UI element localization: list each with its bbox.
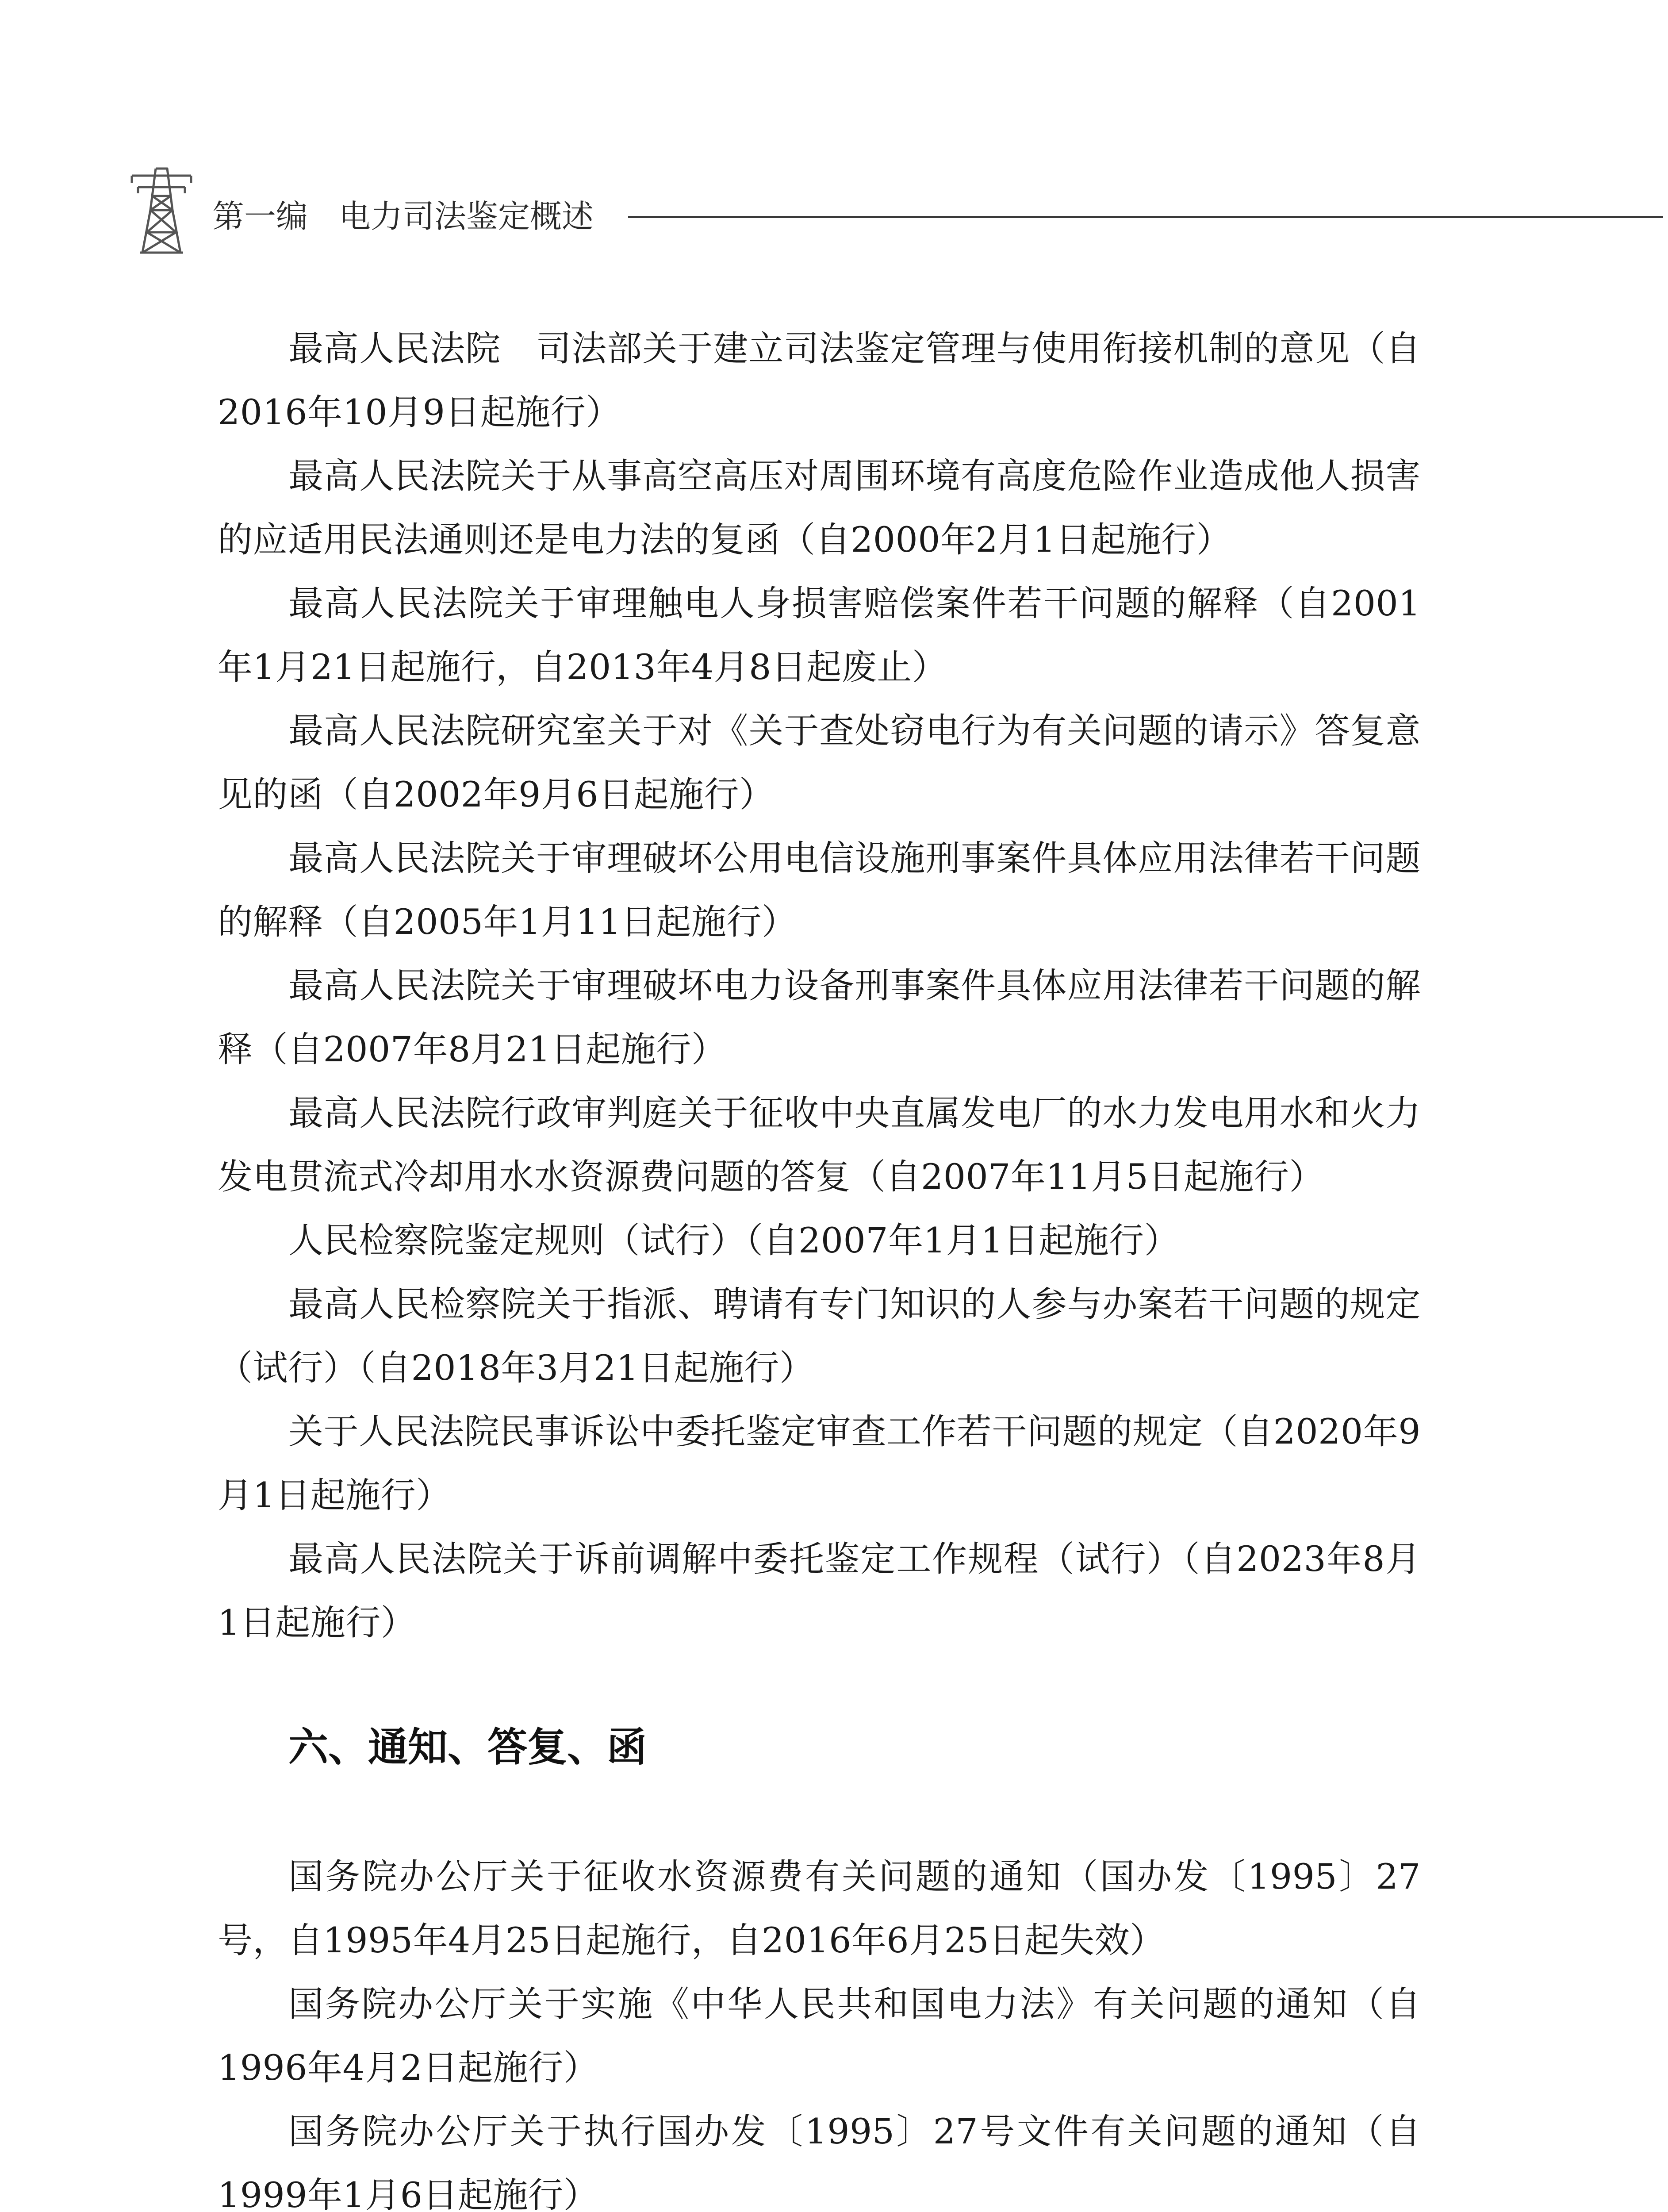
section-heading: 六、通知、答复、函 [288, 1724, 647, 1770]
list-item: 最高人民法院研究室关于对《关于查处窃电行为有关问题的请示》答复意见的函（自2002年9月6日起施行） [218, 710, 1421, 815]
list-item: 国务院办公厅关于执行国办发〔1995〕27号文件有关问题的通知（自1999年1月6日起施行） [218, 2111, 1421, 2212]
list-item: 最高人民法院关于从事高空高压对周围环境有高度危险作业造成他人损害的应适用民法通则还是电力法的复函（自2000年2月1日起施行） [218, 456, 1421, 560]
power-tower-icon [128, 166, 195, 254]
list-item: 最高人民检察院关于指派、聘请有专门知识的人参与办案若干问题的规定（试行）（自2018年3月21日起施行） [218, 1284, 1421, 1388]
list-item: 最高人民法院关于审理破坏电力设备刑事案件具体应用法律若干问题的解释（自2007年8月21日起施行） [218, 965, 1421, 1070]
list-item: 人民检察院鉴定规则（试行）（自2007年1月1日起施行） [288, 1220, 1180, 1261]
list-item: 国务院办公厅关于实施《中华人民共和国电力法》有关问题的通知（自1996年4月2日起施行） [218, 1984, 1421, 2088]
header-part-label: 第一编 [212, 198, 308, 235]
list-item: 最高人民法院关于审理触电人身损害赔偿案件若干问题的解释（自2001年1月21日起施行，自2013年4月8日起废止） [218, 583, 1421, 687]
list-item: 最高人民法院 司法部关于建立司法鉴定管理与使用衔接机制的意见（自2016年10月9日起施行） [218, 328, 1421, 433]
header-chapter-label: 电力司法鉴定概述 [339, 198, 594, 235]
list-item: 最高人民法院关于审理破坏公用电信设施刑事案件具体应用法律若干问题的解释（自2005年1月11日起施行） [218, 838, 1421, 942]
list-item: 国务院办公厅关于征收水资源费有关问题的通知（国办发〔1995〕27号，自1995年4月25日起施行，自2016年6月25日起失效） [218, 1856, 1421, 1961]
running-header-title [212, 195, 594, 238]
list-item: 最高人民法院行政审判庭关于征收中央直属发电厂的水力发电用水和火力发电贯流式冷却用水水资源费问题的答复（自2007年11月5日起施行） [218, 1093, 1421, 1197]
page-header [119, 153, 1663, 254]
page-body [218, 317, 1421, 2212]
list-item: 关于人民法院民事诉讼中委托鉴定审查工作若干问题的规定（自2020年9月1日起施行） [218, 1411, 1421, 1516]
header-rule [628, 216, 1663, 218]
list-item: 最高人民法院关于诉前调解中委托鉴定工作规程（试行）（自2023年8月1日起施行） [218, 1539, 1421, 1643]
